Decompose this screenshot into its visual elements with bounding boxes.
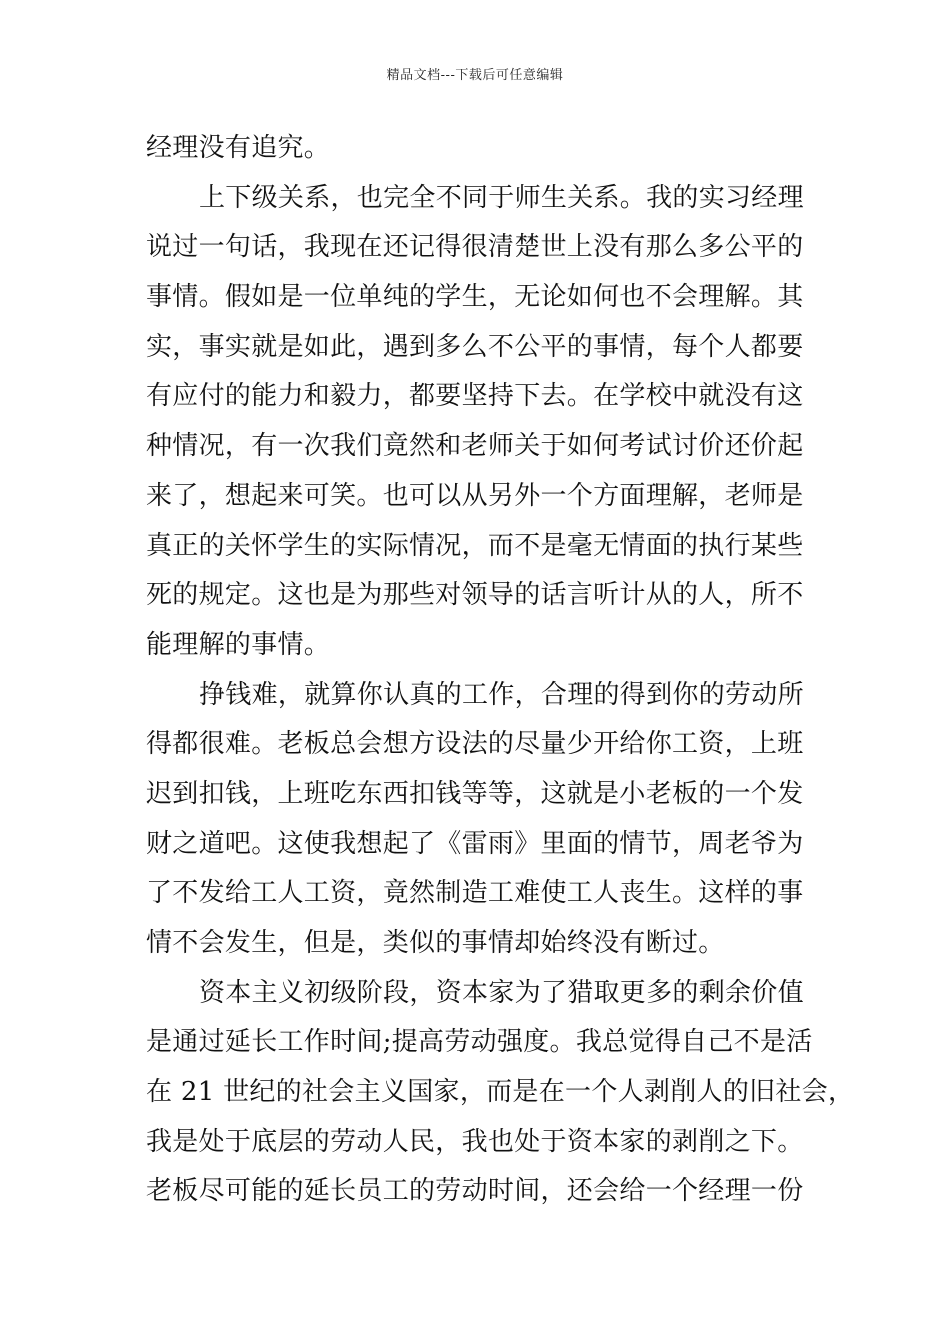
text-line: 我是处于底层的劳动人民，我也处于资本家的剥削之下。 xyxy=(146,1126,804,1157)
text-line: 在 21 世纪的社会主义国家，而是在一个人剥削人的旧社会， xyxy=(146,1077,855,1108)
text-line: 了不发给工人工资，竟然制造工难使工人丧生。这样的事 xyxy=(146,878,804,909)
text-line: 种情况，有一次我们竟然和老师关于如何考试讨价还价起 xyxy=(146,431,804,462)
body-text xyxy=(146,128,855,1221)
text-line: 迟到扣钱，上班吃东西扣钱等等，这就是小老板的一个发 xyxy=(146,778,804,809)
text-line: 财之道吧。这使我想起了《雷雨》里面的情节，周老爷为 xyxy=(146,828,804,859)
text-line: 真正的关怀学生的实际情况，而不是毫无情面的执行某些 xyxy=(146,530,804,561)
text-line: 资本主义初级阶段，资本家为了猎取更多的剩余价值 xyxy=(199,977,804,1008)
text-line: 经理没有追究。 xyxy=(146,133,331,163)
text-line: 能理解的事情。 xyxy=(146,629,331,660)
text-line: 情不会发生，但是，类似的事情却始终没有断过。 xyxy=(146,928,725,958)
text-line: 是通过延长工作时间;提高劳动强度。我总觉得自己不是活 xyxy=(146,1027,813,1058)
text-line: 实，事实就是如此，遇到多么不公平的事情，每个人都要 xyxy=(146,331,804,362)
page-header: 精品文档---下载后可任意编辑 xyxy=(386,68,564,83)
text-line: 得都很难。老板总会想方设法的尽量少开给你工资，上班 xyxy=(146,729,804,760)
text-line: 有应付的能力和毅力，都要坚持下去。在学校中就没有这 xyxy=(146,381,804,412)
text-line: 挣钱难，就算你认真的工作，合理的得到你的劳动所 xyxy=(199,679,804,710)
text-line: 事情。假如是一位单纯的学生，无论如何也不会理解。其 xyxy=(146,282,804,313)
text-line: 老板尽可能的延长员工的劳动时间，还会给一个经理一份 xyxy=(146,1176,804,1207)
text-line: 死的规定。这也是为那些对领导的话言听计从的人，所不 xyxy=(146,580,804,611)
text-line: 说过一句话，我现在还记得很清楚世上没有那么多公平的 xyxy=(146,232,804,263)
text-line: 上下级关系，也完全不同于师生关系。我的实习经理 xyxy=(199,182,804,213)
text-line: 来了，想起来可笑。也可以从另外一个方面理解，老师是 xyxy=(146,480,804,511)
